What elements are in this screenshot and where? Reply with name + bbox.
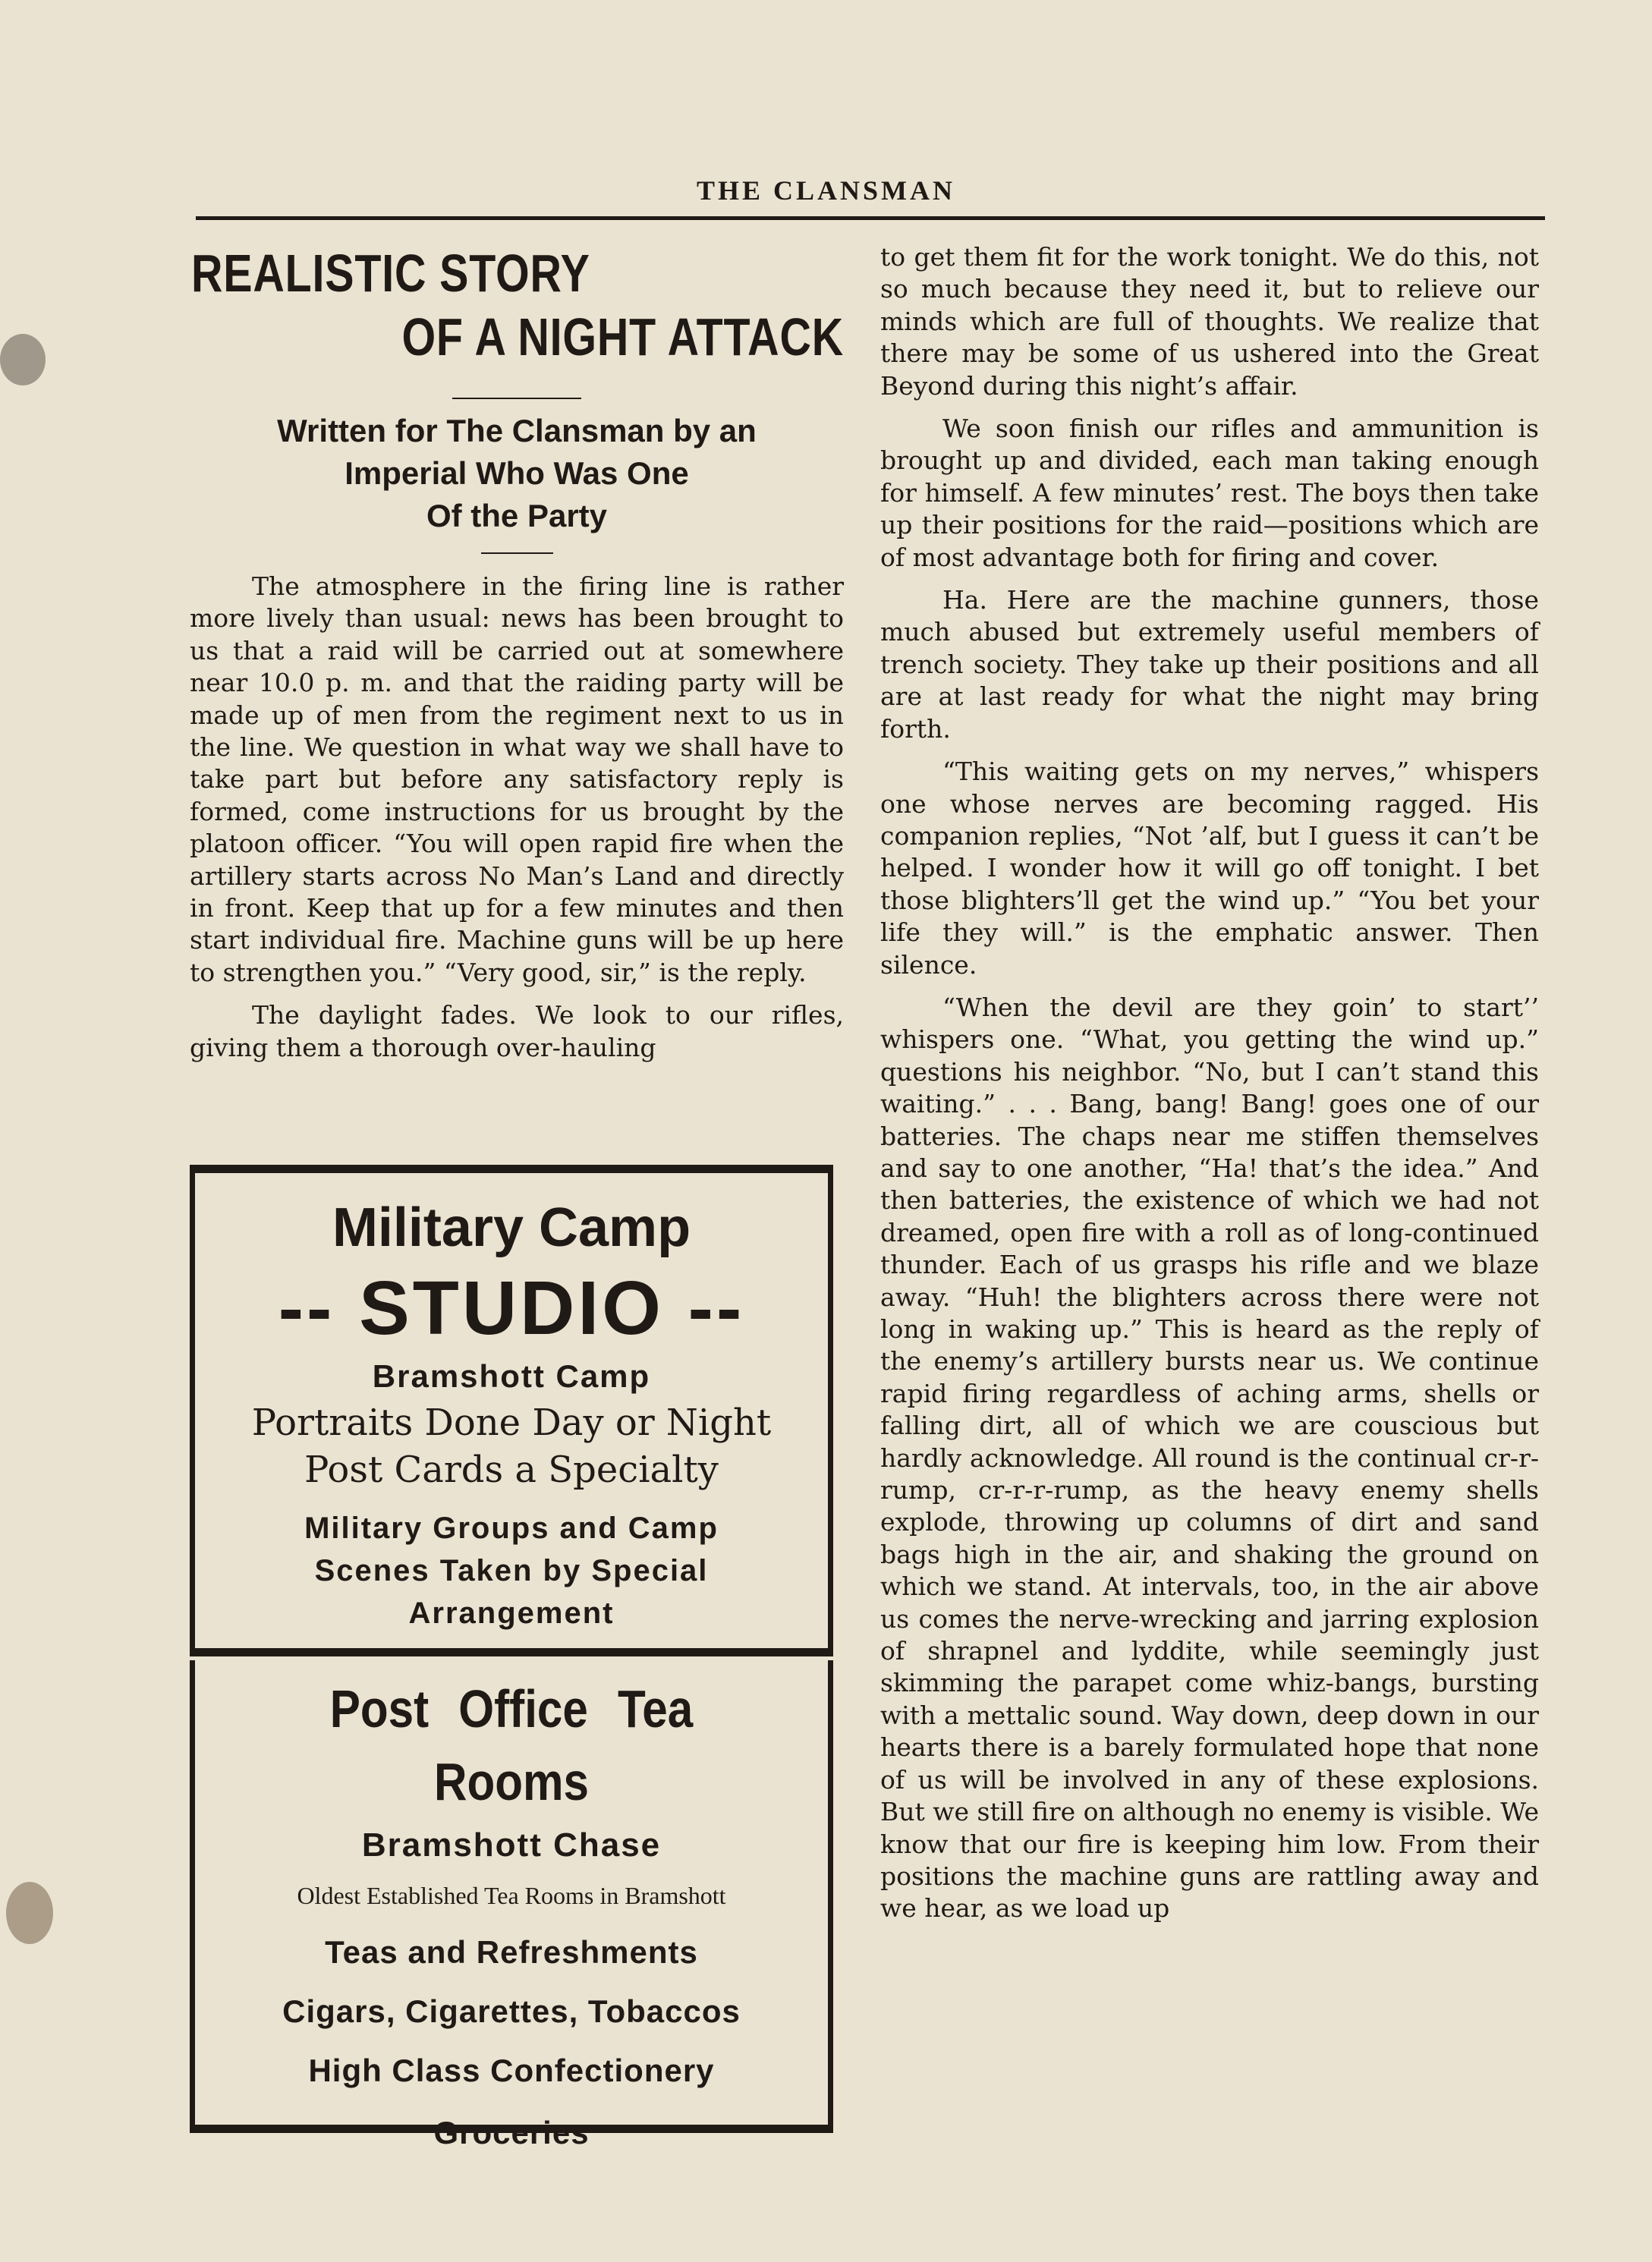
ad-line: Military Groups and Camp (304, 1512, 719, 1545)
article-paragraph: We soon finish our rifles and ammunition is brought up and divided, each man taking enough for himself. A few minutes’ rest. The boys then take up their positions for the raid—positions which are of most advantage both for firing and cover. (880, 414, 1539, 572)
ad-line: Post Cards a Specialty (304, 1449, 719, 1491)
ad-line: Portraits Done Day or Night (251, 1402, 772, 1444)
article-subhead (190, 410, 844, 537)
divider (452, 398, 581, 399)
ad-item: Teas and Refreshments (325, 1934, 698, 1970)
studio-advertisement (190, 1172, 833, 1650)
ad-divider-bar (190, 1648, 833, 1656)
left-column (190, 241, 844, 1074)
paper-blemish (0, 334, 46, 385)
ad-title: Military Camp (332, 1197, 691, 1258)
article-paragraph: “When the devil are they goin’ to start’’ whispers one. “What, you getting the wind up.” questions his neighbor. “No, but I can’t stand this waiting.” . . . Bang, bang! Bang! goes one of our batteries. The chaps near me stiffen themselves and say to one another, “Ha! that’s the idea.” And then batteries, the existence of which we had not dreamed, open fire with a roll as of long-continued thunder. Each of us grasps his rifle and we blaze away. “Huh! the blighters across there were not long in waking up.” This is heard as the reply of the enemy’s artillery bursts near us. We continue rapid firing regardless of aching arms, shells or falling dirt, all of which we are couscious but hardly acknowledge. All round is the continual cr-r-rump, cr-r-r-rump, as the heavy enemy shells explode, throwing up columns of dirt and sand bags high in the air, and shaking the ground on which we stand. At intervals, too, in the air above us comes the nerve-wrecking and jarring explosion of shrapnel and lyddite, while seemingly just skimming the parapet come whiz-bangs, bursting with a mettalic sound. Way down, deep down in our hearts there is a barely formulated hope that none of us will be involved in any of these explosions. But we still fire on although no enemy is visible. We know that our fire is keeping him low. From their positions the machine guns are rattling away and we hear, as we load up (880, 992, 1539, 1924)
divider (481, 552, 553, 554)
right-column (880, 241, 1539, 1936)
ad-line: Scenes Taken by Special (314, 1554, 709, 1587)
article-paragraph: The atmosphere in the firing line is rather more lively than usual: news has been brought to us that a raid will be carried out at somewhere near 10.0 p. m. and that the raiding party will be made up of men from the regiment next to us in the line. We question in what way we shall have to take part but before any satisfactory reply is formed, come instructions for us brought by the platoon officer. “You will open rapid fire when the artillery starts across No Man’s Land and directly in front. Keep that up for a few minutes and then start individual fire. Machine guns will be up here to strengthen you.” “Very good, sir,” is the reply. (190, 571, 844, 987)
article-headline-line1: REALISTIC STORY (191, 244, 590, 303)
ad-studio-heading: -- STUDIO -- (278, 1266, 745, 1351)
ad-location: Bramshott Camp (372, 1358, 651, 1394)
ad-item: High Class Confectionery (308, 2053, 715, 2088)
subhead-line: Imperial Who Was One (345, 455, 689, 491)
ad-note: Oldest Established Tea Rooms in Bramshott (297, 1882, 726, 1909)
article-body-right (880, 241, 1539, 1925)
article-paragraph: Ha. Here are the machine gunners, those much abused but extremely useful members of trench society. They take up their positions and all are at last ready for what the night may bring forth. (880, 585, 1539, 744)
article-body-left (190, 571, 844, 1064)
article-paragraph: to get them fit for the work tonight. We do this, not so much because they need it, but to relieve our minds which are full of thoughts. We realize that there may be some of us ushered into the Great Beyond during this night’s affair. (880, 242, 1539, 401)
ad-border-bottom (190, 2125, 833, 2133)
ad-line: Arrangement (408, 1597, 615, 1630)
article-paragraph: The daylight fades. We look to our rifles, giving them a thorough over-hauling (190, 1000, 844, 1062)
subhead-line: Of the Party (426, 498, 608, 533)
running-head: THE CLANSMAN (696, 175, 956, 206)
header-rule (196, 216, 1545, 220)
ad-location: Bramshott Chase (361, 1826, 662, 1864)
subhead-line: Written for The Clansman by an (277, 413, 757, 448)
ad-item: Cigars, Cigarettes, Tobaccos (282, 1993, 741, 2029)
ad-item (195, 2103, 828, 2163)
tearooms-advertisement (190, 1660, 833, 2125)
ad-title: Post Office Tea Rooms (329, 1679, 694, 1811)
paper-blemish (6, 1882, 53, 1944)
article-paragraph: “This waiting gets on my nerves,” whispers one whose nerves are becoming ragged. His companion replies, “Not ’alf, but I guess it can’t be helped. I wonder how it will go off tonight. I bet those blighters’ll get the wind up.” “You bet your life they will.” is the emphatic answer. Then silence. (880, 757, 1539, 980)
article-headline-line2: OF A NIGHT ATTACK (401, 307, 844, 367)
